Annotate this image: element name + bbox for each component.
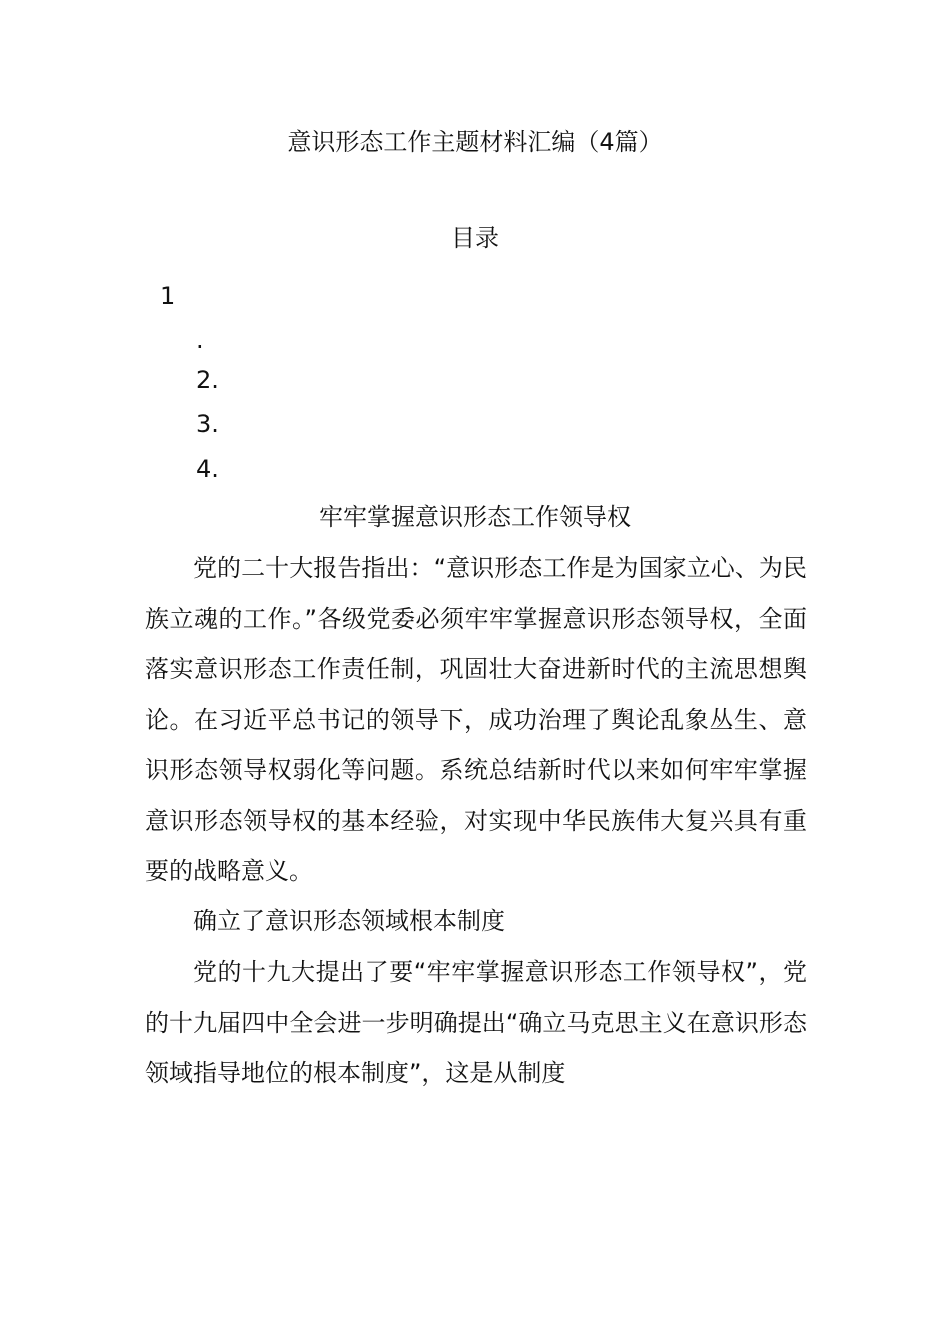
subheading-1: 确立了意识形态领域根本制度 — [193, 907, 505, 935]
body-paragraph-2: 党的十九大提出了要“牢牢掌握意识形态工作领导权”，党的十九届四中全会进一步明确提出“确立马克思主义在意识形态领域指导地位的根本制度”，这是从制度 — [145, 958, 807, 1087]
toc-heading: 目录 — [451, 224, 499, 252]
toc-item-dot: . — [196, 326, 204, 354]
section-title: 牢牢掌握意识形态工作领导权 — [319, 503, 631, 531]
document-title: 意识形态工作主题材料汇编（4篇） — [287, 128, 663, 156]
toc-item-3: 3. — [196, 410, 219, 438]
toc-item-1: 1 — [160, 282, 176, 310]
body-paragraph-1: 党的二十大报告指出：“意识形态工作是为国家立心、为民族立魂的工作。”各级党委必须牢牢掌握意识形态领导权，全面落实意识形态工作责任制，巩固壮大奋进新时代的主流思想舆论。在习近平总书记的领导下，成功治理了舆论乱象丛生、意识形态领导权弱化等问题。系统总结新时代以来如何牢牢掌握意识形态领导权的基本经验，对实现中华民族伟大复兴具有重要的战略意义。 — [145, 554, 807, 885]
toc-item-4: 4. — [196, 455, 219, 483]
toc-item-2: 2. — [196, 366, 219, 394]
